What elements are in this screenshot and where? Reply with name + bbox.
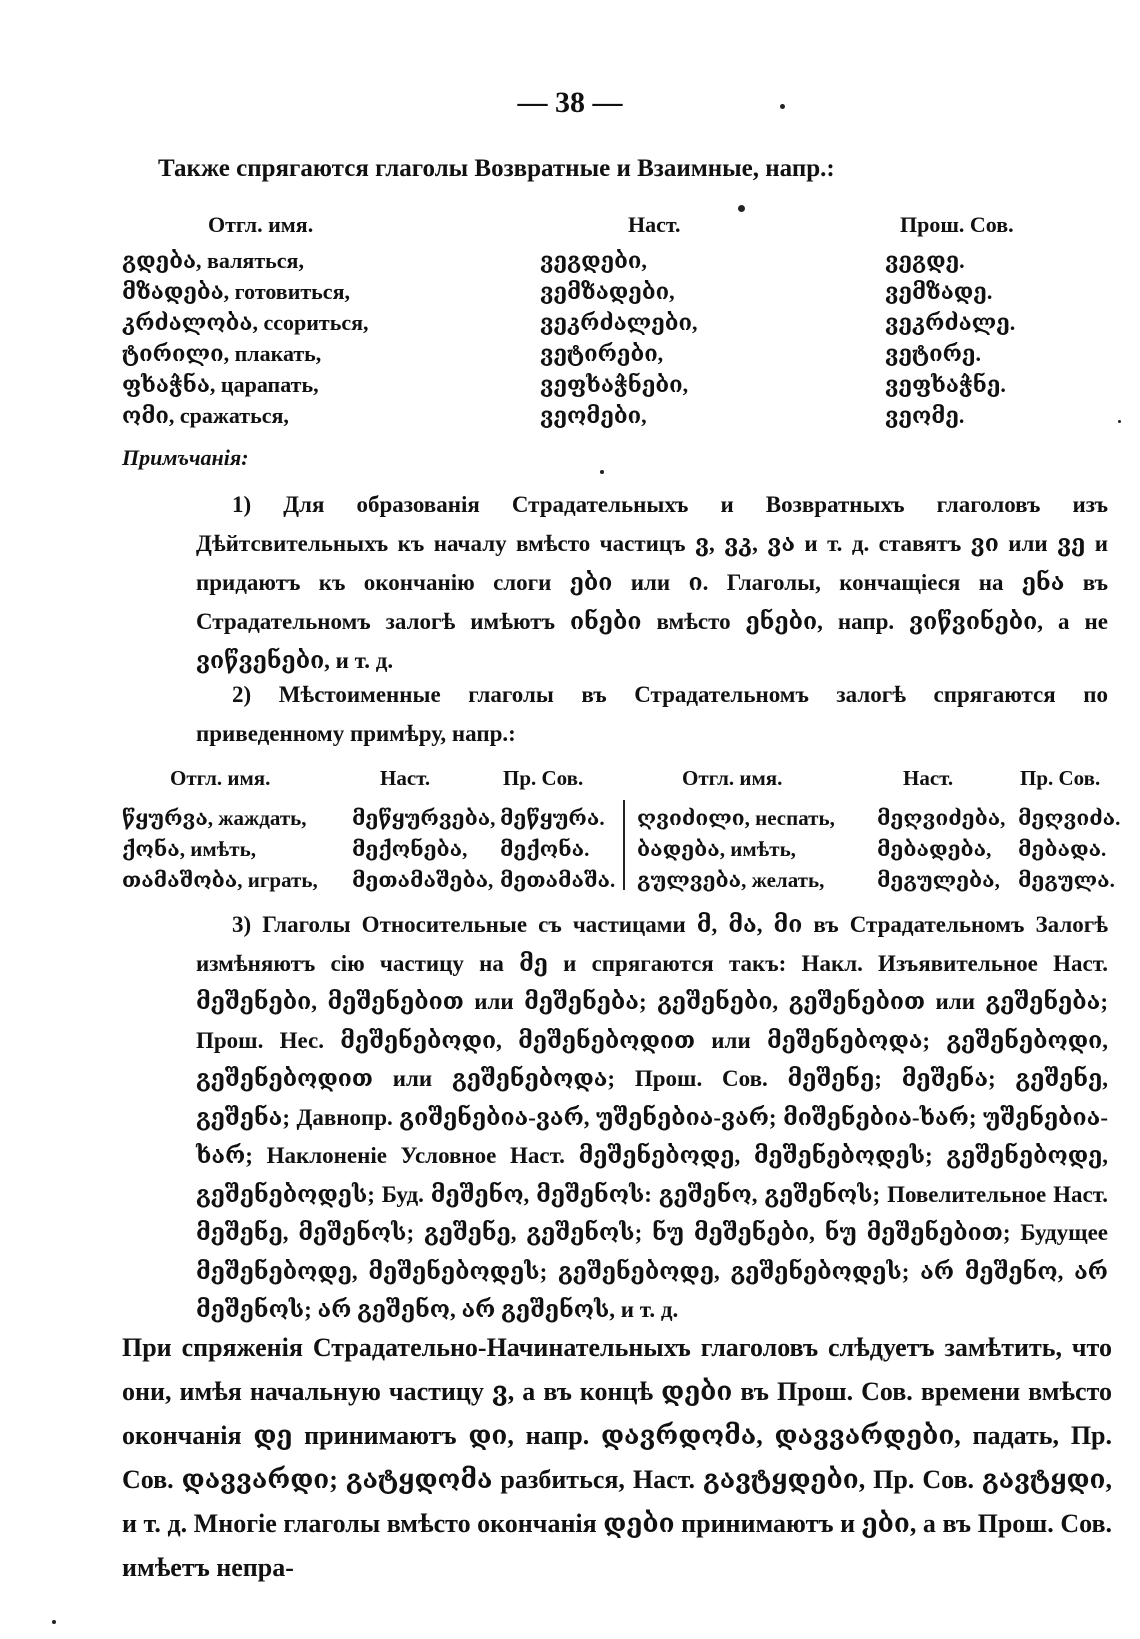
table2-right-cell-present: მეგულება, bbox=[877, 868, 1000, 892]
table2-right-cell-noun: ბადება, имѣть, bbox=[637, 837, 796, 861]
table1-header-past: Прош. Сов. bbox=[900, 212, 1014, 237]
table2-left-cell-past: მეთამაშა. bbox=[500, 868, 616, 892]
table2-left-cell-present: მეთამაშება, bbox=[352, 868, 494, 892]
table1-cell-past: ვეომე. bbox=[885, 403, 965, 428]
table2-left-cell-past: მეწყურა. bbox=[500, 806, 605, 830]
table2-header-noun-right: Отгл. имя. bbox=[682, 766, 783, 790]
table2-right-cell-present: მეღვიძება, bbox=[877, 806, 1006, 830]
print-speck bbox=[52, 1620, 56, 1624]
table2-header-noun-left: Отгл. имя. bbox=[170, 766, 271, 790]
table2-header-past-right: Пр. Сов. bbox=[1020, 766, 1101, 790]
note-2-paragraph: 2) Мѣстоименные глаголы въ Страдательномъ залогѣ спрягаются по приведенному примѣру, напр.: bbox=[196, 682, 1108, 746]
note-1-paragraph: 1) Для образованія Страдательныхъ и Возвратныхъ глаголовъ изъ Дѣйтсвительныхъ къ началу вмѣсто частицъ ვ, ვკ, ვა и т. д. ставятъ ვი или ვე и придаютъ къ окончанію слоги ები или ი. Глаголы, кончащіеся на ენა въ Страдательномъ залогѣ имѣютъ ინები вмѣсто ენები, напр. ვიწვინები, а не ვიწვენები, и т. д. bbox=[196, 492, 1108, 673]
table1-cell-noun: ომი, сражаться, bbox=[122, 403, 289, 428]
table2-right-cell-past: მებადა. bbox=[1018, 837, 1107, 861]
table2-left-cell-noun: ქონა, имѣть, bbox=[122, 837, 256, 861]
table1-cell-present: ვეგდები, bbox=[540, 248, 647, 273]
table2-header-present-right: Наст. bbox=[903, 766, 954, 790]
table2-left-cell-noun: წყურვა, жаждать, bbox=[122, 806, 307, 830]
body-paragraph: При спряженія Страдательно-Начинательныхъ глаголовъ слѣдуетъ замѣтить, что они, имѣя начальную частицу ვ, а въ концѣ დები въ Прош. Сов. времени вмѣсто окончанія დე принимаютъ დი, напр. დავრდომა, დავვარდები, падать, Пр. Сов. დავვარდი; გატყდომა разбиться, Наст. გავტყდები, Пр. Сов. გავტყდი, и т. д. Многіе глаголы вмѣсто окончанія დები принимаютъ и ები, а въ Прош. Сов. имѣетъ непра- bbox=[122, 1333, 1112, 1582]
print-speck bbox=[738, 205, 745, 212]
table1-header-present: Наст. bbox=[628, 212, 681, 237]
table1-cell-present: ვემზადები, bbox=[540, 279, 675, 304]
notes-label: Примъчанія: bbox=[122, 445, 249, 470]
table1-header-noun: Отгл. имя. bbox=[208, 212, 314, 237]
table1-cell-past: ვეკრძალე. bbox=[885, 310, 1016, 335]
print-speck bbox=[1118, 420, 1121, 423]
table1-cell-noun: ფხაჭნა, царапать, bbox=[122, 372, 319, 397]
table1-cell-present: ვეომები, bbox=[540, 403, 647, 428]
page-number: — 38 — bbox=[517, 86, 623, 119]
table2-left-cell-present: მეწყურვება, bbox=[352, 806, 496, 830]
table2-right-cell-past: მეღვიძა. bbox=[1018, 806, 1121, 830]
table1-cell-past: ვეფხაჭნე. bbox=[885, 372, 1006, 397]
print-speck bbox=[600, 470, 604, 474]
table1-cell-past: ვეტირე. bbox=[885, 341, 981, 366]
table2-left-cell-past: მექონა. bbox=[500, 837, 590, 861]
table1-cell-present: ვეკრძალები, bbox=[540, 310, 698, 335]
table2-header-past-left: Пр. Сов. bbox=[503, 766, 584, 790]
table1-cell-noun: კრძალობა, ссориться, bbox=[122, 310, 369, 335]
table1-cell-noun: გდება, валяться, bbox=[122, 248, 304, 273]
table1-cell-present: ვეტირები, bbox=[540, 341, 664, 366]
table1-cell-noun: მზადება, готовиться, bbox=[122, 279, 350, 304]
table2-right-cell-noun: გულვება, желать, bbox=[637, 868, 825, 892]
table2-right-cell-noun: ღვიძილი, неспать, bbox=[637, 806, 835, 830]
table1-cell-noun: ტირილი, плакать, bbox=[122, 341, 322, 366]
note-3-paragraph: 3) Глаголы Относительные съ частицами მ, მა, მი въ Страдательномъ Залогѣ измѣняютъ сію частицу на მე и спрягаются такъ: Накл. Изъявительное Наст. მეშენები, მეშენებით или მეშენება; გეშენები, გეშენებით или გეშენება; Прош. Нес. მეშენებოდი, მეშენებოდით или მეშენებოდა; გეშენებოდი, გეშენებოდით или გეშენებოდა; Прош. Сов. მეშენე; მეშენა; გეშენე, გეშენა; Давнопр. გიშენებია-ვარ, უშენებია-ვარ; მიშენებია-ხარ; უშენებია-ხარ; Наклоненіе Условное Наст. მეშენებოდე, მეშენებოდეს; გეშენებოდე, გეშენებოდეს; Буд. მეშენო, მეშენოს: გეშენო, გეშენოს; Повелительное Наст. მეშენე, მეშენოს; გეშენე, გეშენოს; ნუ მეშენები, ნუ მეშენებით; Будущее მეშენებოდე, მეშენებოდეს; გეშენებოდე, გეშენებოდეს; არ მეშენო, არ მეშენოს; არ გეშენო, არ გეშენოს, и т. д. bbox=[196, 912, 1108, 1322]
table2-left-cell-noun: თამაშობა, играть, bbox=[122, 868, 318, 892]
table2-right-cell-past: მეგულა. bbox=[1018, 868, 1115, 892]
table2-right-cell-present: მებადება, bbox=[877, 837, 992, 861]
table2-left-cell-present: მექონება, bbox=[352, 837, 468, 861]
print-speck bbox=[780, 104, 785, 109]
section-heading: Также спрягаются глаголы Возвратные и Взаимные, напр.: bbox=[158, 155, 835, 182]
table1-cell-past: ვეგდე. bbox=[885, 248, 965, 273]
table1-cell-present: ვეფხაჭნები, bbox=[540, 372, 689, 397]
table1-cell-past: ვემზადე. bbox=[885, 279, 993, 304]
table2-column-divider bbox=[623, 800, 625, 890]
table2-header-present-left: Наст. bbox=[380, 766, 431, 790]
